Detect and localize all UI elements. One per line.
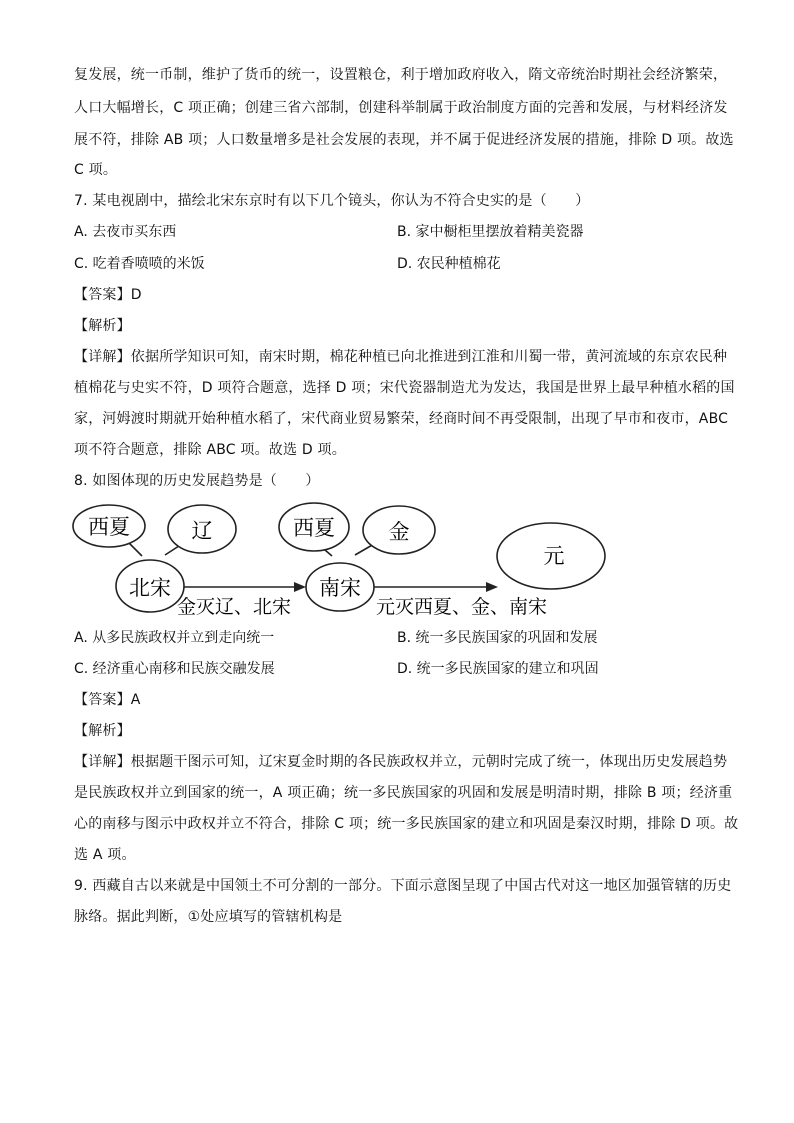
q6-line-3: 展不符，排除 AB 项；人口数量增多是社会发展的表现，并不属于促进经济发展的措施，排除 D 项。故选 (74, 132, 734, 148)
q9-stem-line-1: 9. 西藏自古以来就是中国领土不可分割的一部分。下面示意图呈现了中国古代对这一地区加强管辖的历史 (74, 878, 732, 894)
connector-line (128, 542, 142, 556)
q8-option-c: C. 经济重心南移和民族交融发展 (74, 661, 275, 677)
nansong-label: 南宋 (319, 576, 361, 600)
regime-diagram (70, 500, 610, 622)
xixia-label-left: 西夏 (88, 515, 130, 539)
q8-detail-line-2: 是民族政权并立到国家的统一，A 项正确；统一多民族国家的巩固和发展是明清时期，排除 B 项；经济重 (74, 785, 733, 801)
q8-detail-line-3: 心的南移与图示中政权并立不符合，排除 C 项；统一多民族国家的建立和巩固是秦汉时期，排除 D 项。故 (74, 816, 739, 832)
q8-detail-line-4: 选 A 项。 (74, 847, 136, 863)
q7-analysis-label: 【解析】 (74, 318, 131, 334)
q6-line-1: 复发展，统一币制，维护了货币的统一，设置粮仓，利于增加政府收入，隋文帝统治时期社会经济繁荣， (74, 67, 728, 83)
jin-label: 金 (388, 520, 410, 544)
q8-detail-line-1: 【详解】根据题干图示可知，辽宋夏金时期的各民族政权并立，元朝时完成了统一，体现出历史发展趋势 (74, 754, 728, 770)
q7-option-c: C. 吃着香喷喷的米饭 (74, 256, 205, 272)
q8-analysis-label: 【解析】 (74, 723, 131, 739)
q6-line-2: 人口大幅增长，C 项正确；创建三省六部制，创建科举制属于政治制度方面的完善和发展，与材料经济发 (74, 100, 728, 116)
q7-detail-line-1: 【详解】依据所学知识可知，南宋时期，棉花种植已向北推进到江淮和川蜀一带，黄河流域的东京农民种 (74, 349, 728, 365)
arrow-head-2 (486, 582, 498, 592)
beisong-label: 北宋 (129, 576, 171, 600)
q7-stem: 7. 某电视剧中，描绘北宋东京时有以下几个镜头，你认为不符合史实的是（ ） (74, 193, 590, 209)
yuan-label: 元 (543, 544, 565, 568)
q7-option-b: B. 家中橱柜里摆放着精美瓷器 (397, 224, 584, 240)
q7-detail-line-2: 植棉花与史实不符，D 项符合题意，选择 D 项；宋代瓷器制造尤为发达，我国是世界上最早种植水稻的国 (74, 380, 735, 396)
q8-stem: 8. 如图体现的历史发展趋势是（ ） (74, 473, 320, 489)
q6-line-4: C 项。 (74, 162, 118, 178)
q9-stem-line-2: 脉络。据此判断，①处应填写的管辖机构是 (74, 909, 343, 925)
arrow-head-1 (294, 582, 306, 592)
q8-option-d: D. 统一多民族国家的建立和巩固 (397, 661, 599, 677)
q7-option-a: A. 去夜市买东西 (74, 224, 177, 240)
q8-option-b: B. 统一多民族国家的巩固和发展 (397, 630, 598, 646)
q7-answer: 【答案】D (74, 287, 142, 303)
q8-answer: 【答案】A (74, 692, 141, 708)
q8-option-a: A. 从多民族政权并立到走向统一 (74, 630, 275, 646)
xixia-label-right: 西夏 (293, 516, 335, 540)
arrow2-label: 元灭西夏、金、南宋 (376, 596, 548, 618)
q7-option-d: D. 农民种植棉花 (397, 256, 501, 272)
q7-detail-line-4: 项不符合题意，排除 ABC 项。故选 D 项。 (74, 442, 346, 458)
q7-detail-line-3: 家，河姆渡时期就开始种植水稻了，宋代商业贸易繁荣，经商时间不再受限制，出现了早市和夜市，ABC (74, 411, 729, 427)
arrow1-label: 金灭辽、北宋 (177, 596, 292, 618)
liao-label: 辽 (191, 519, 213, 543)
